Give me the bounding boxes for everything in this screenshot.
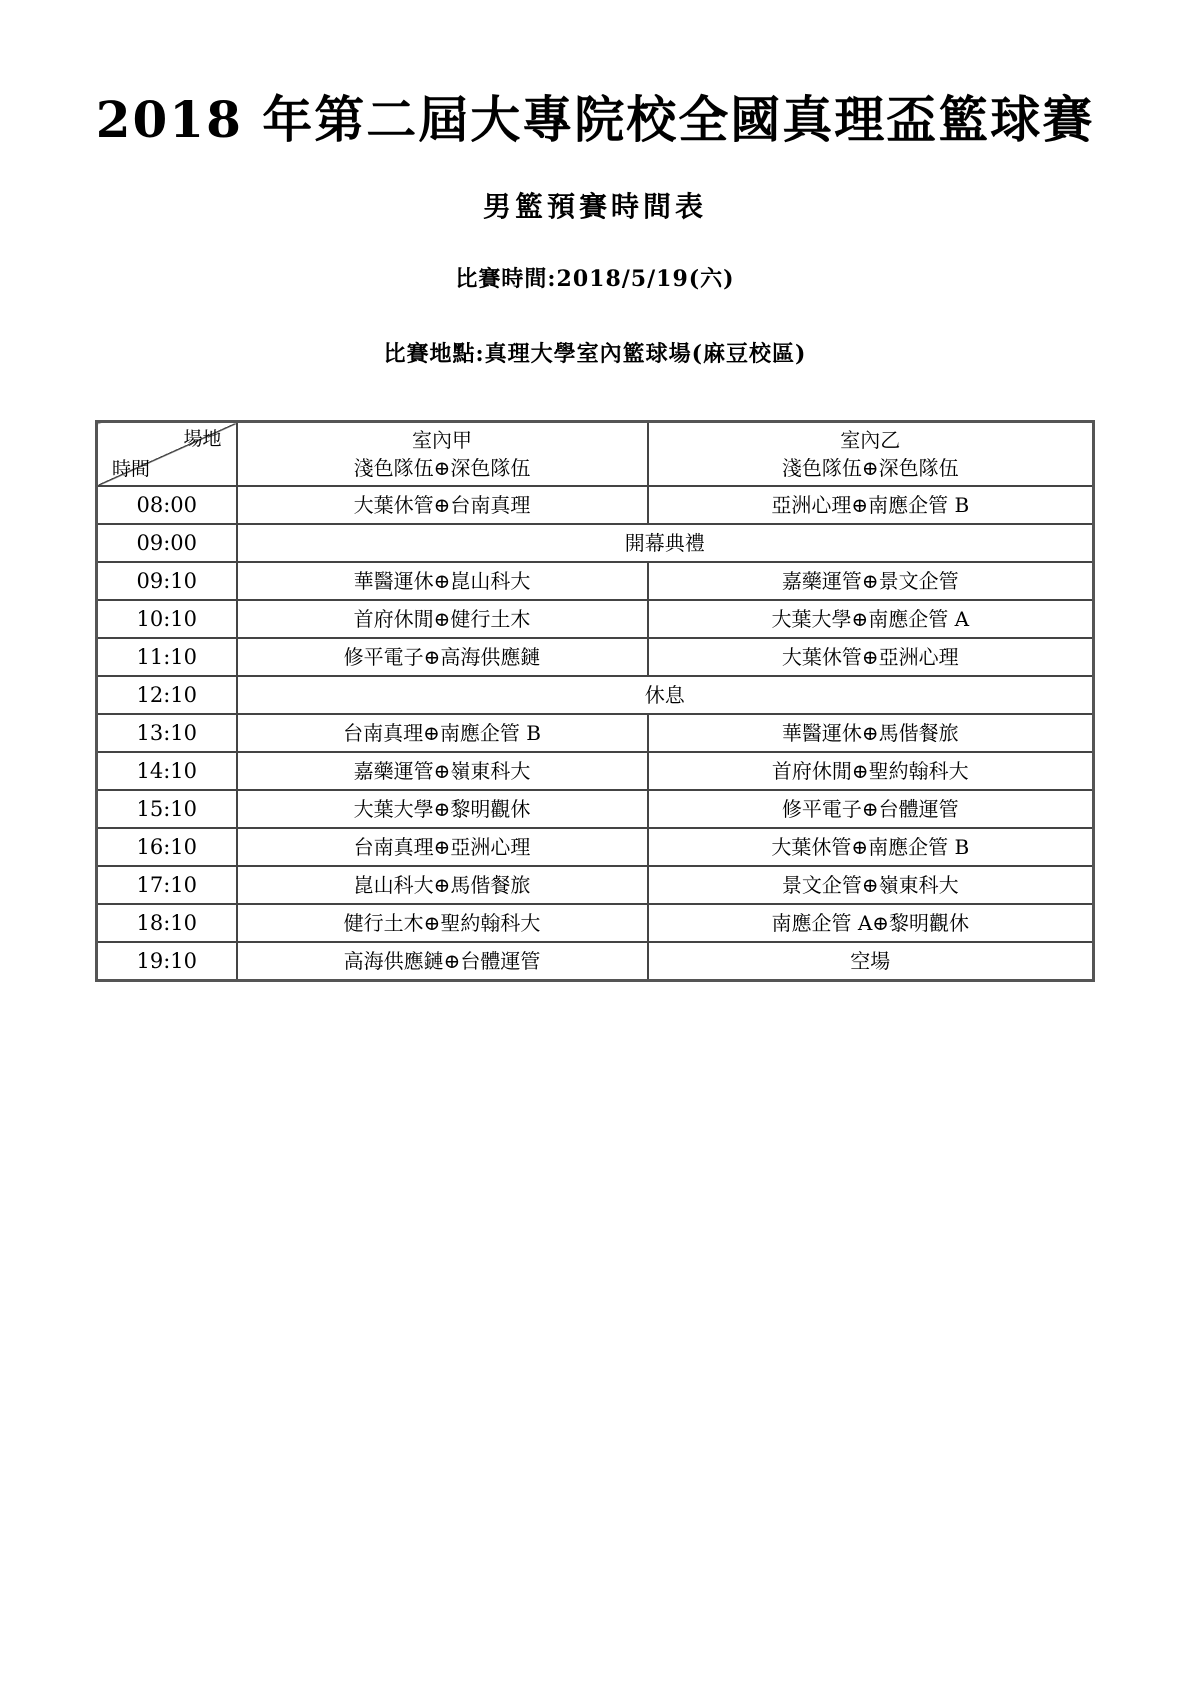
court-a-match-cell: 健行土木⊕聖約翰科大: [237, 904, 648, 942]
court-b-match-cell: 修平電子⊕台體運管: [648, 790, 1094, 828]
court-a-match-cell: 台南真理⊕南應企管 B: [237, 714, 648, 752]
table-row: [97, 638, 1094, 676]
court-a-header: [237, 422, 648, 487]
court-a-name: 室內甲: [412, 428, 472, 452]
court-b-match-cell: 首府休閒⊕聖約翰科大: [648, 752, 1094, 790]
table-row: [97, 790, 1094, 828]
table-row: [97, 600, 1094, 638]
corner-court-label: 場地: [183, 428, 222, 450]
table-row: [97, 942, 1094, 981]
time-cell: 11:10: [97, 638, 237, 676]
court-a-match-cell: 華醫運休⊕崑山科大: [237, 562, 648, 600]
court-b-match-cell: 亞洲心理⊕南應企管 B: [648, 486, 1094, 524]
time-cell: 12:10: [97, 676, 237, 714]
match-venue: 比賽地點:真理大學室內籃球場(麻豆校區): [383, 341, 807, 367]
court-b-header: [648, 422, 1094, 487]
table-row: [97, 676, 1094, 714]
court-a-match-cell: 首府休閒⊕健行土木: [237, 600, 648, 638]
court-b-match-cell: 景文企管⊕嶺東科大: [648, 866, 1094, 904]
court-b-match-cell: 南應企管 A⊕黎明觀休: [648, 904, 1094, 942]
court-b-match-cell: 華醫運休⊕馬偕餐旅: [648, 714, 1094, 752]
table-header-row: [97, 422, 1094, 487]
event-cell: 開幕典禮: [237, 524, 1094, 562]
table-row: [97, 486, 1094, 524]
court-b-name: 室內乙: [840, 428, 901, 452]
court-a-sub: 淺色隊伍⊕深色隊伍: [353, 456, 531, 480]
court-b-match-cell: 大葉休管⊕南應企管 B: [648, 828, 1094, 866]
table-row: [97, 752, 1094, 790]
time-cell: 08:00: [97, 486, 237, 524]
corner-time-label: 時間: [112, 458, 151, 480]
table-row: [97, 828, 1094, 866]
court-a-match-cell: 台南真理⊕亞洲心理: [237, 828, 648, 866]
court-b-match-cell: 大葉休管⊕亞洲心理: [648, 638, 1094, 676]
time-cell: 19:10: [97, 942, 237, 981]
court-a-match-cell: 高海供應鏈⊕台體運管: [237, 942, 648, 981]
document-subtitle: 男籃預賽時間表: [482, 190, 707, 223]
table-row: [97, 524, 1094, 562]
court-a-match-cell: 大葉大學⊕黎明觀休: [237, 790, 648, 828]
table-row: [97, 866, 1094, 904]
court-b-match-cell: 嘉藥運管⊕景文企管: [648, 562, 1094, 600]
court-b-sub: 淺色隊伍⊕深色隊伍: [781, 456, 959, 480]
match-date: 比賽時間:2018/5/19(六): [455, 266, 735, 292]
schedule-table: [95, 420, 1095, 982]
time-cell: 16:10: [97, 828, 237, 866]
time-cell: 13:10: [97, 714, 237, 752]
time-cell: 09:00: [97, 524, 237, 562]
court-a-match-cell: 崑山科大⊕馬偕餐旅: [237, 866, 648, 904]
time-cell: 10:10: [97, 600, 237, 638]
time-cell: 18:10: [97, 904, 237, 942]
court-a-match-cell: 大葉休管⊕台南真理: [237, 486, 648, 524]
time-cell: 15:10: [97, 790, 237, 828]
court-a-match-cell: 修平電子⊕高海供應鏈: [237, 638, 648, 676]
time-cell: 09:10: [97, 562, 237, 600]
table-row: [97, 714, 1094, 752]
court-a-match-cell: 嘉藥運管⊕嶺東科大: [237, 752, 648, 790]
event-cell: 休息: [237, 676, 1094, 714]
court-b-match-cell: 大葉大學⊕南應企管 A: [648, 600, 1094, 638]
time-cell: 14:10: [97, 752, 237, 790]
document-title: 2018 年第二屆大專院校全國真理盃籃球賽: [95, 90, 1095, 149]
table-row: [97, 562, 1094, 600]
court-b-match-cell: 空場: [648, 942, 1094, 981]
table-row: [97, 904, 1094, 942]
time-cell: 17:10: [97, 866, 237, 904]
corner-header-cell: [97, 422, 237, 487]
